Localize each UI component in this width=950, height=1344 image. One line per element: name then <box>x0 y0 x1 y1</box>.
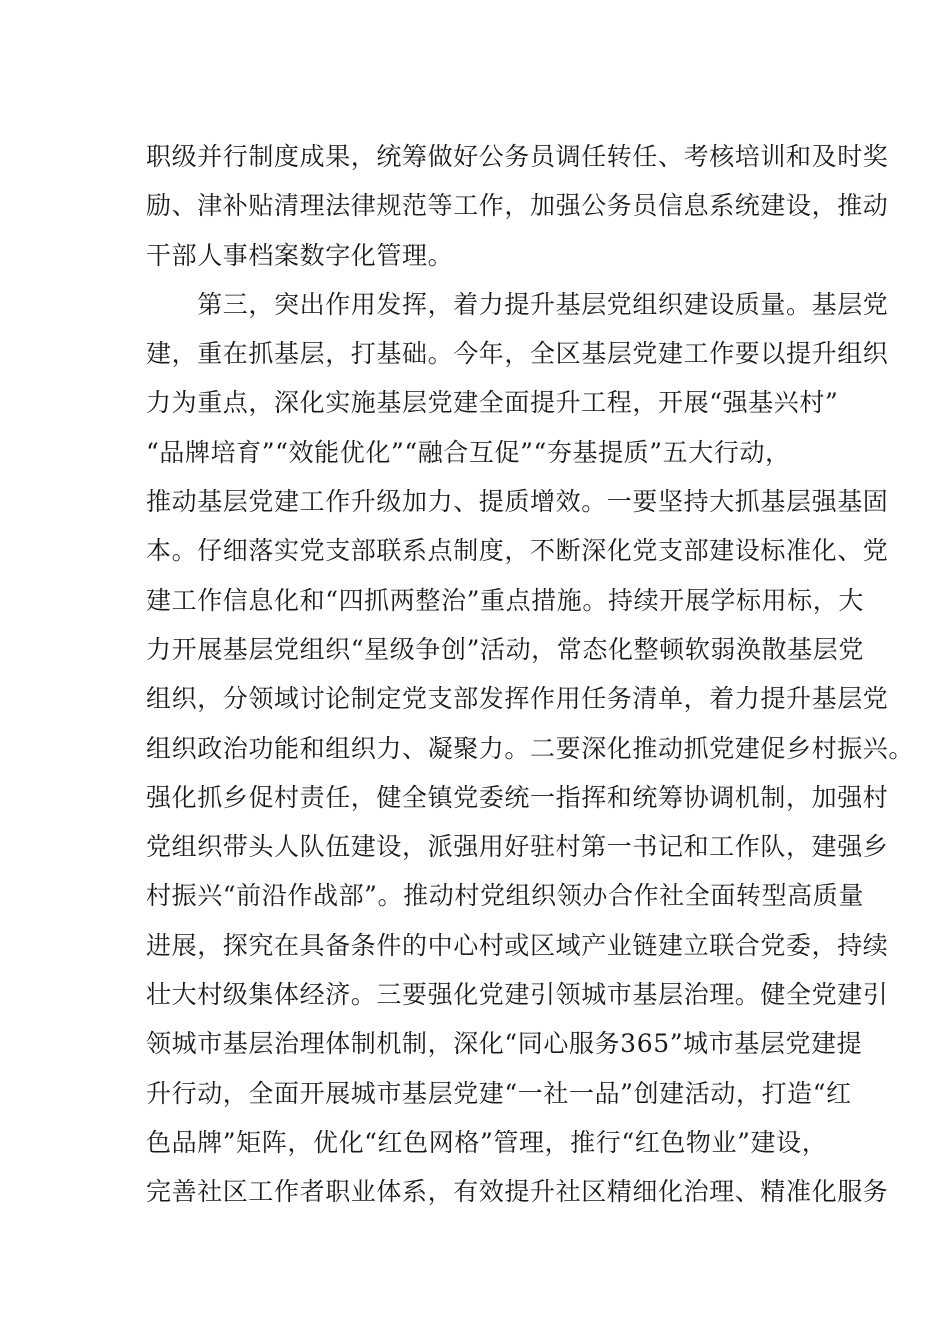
text-line-2: 励、津补贴清理法律规范等工作，加强公务员信息系统建设，推动 <box>146 191 889 221</box>
text-line-11: 力开展基层党组织“星级争创”活动，常态化整顿软弱涣散基层党 <box>146 634 864 664</box>
text-line-15: 党组织带头人队伍建设，派强用好驻村第一书记和工作队，建强乡 <box>146 832 889 862</box>
text-line-18: 壮大村级集体经济。三要强化党建引领城市基层治理。健全党建引 <box>146 980 889 1010</box>
text-line-5: 建，重在抓基层，打基础。今年，全区基层党建工作要以提升组织 <box>146 339 889 369</box>
text-line-10: 建工作信息化和“四抓两整治”重点措施。持续开展学标用标，大 <box>146 585 864 615</box>
text-line-22: 完善社区工作者职业体系，有效提升社区精细化治理、精准化服务 <box>146 1177 889 1207</box>
text-line-19: 领城市基层治理体制机制，深化“同心服务365”城市基层党建提 <box>146 1029 863 1059</box>
text-line-4: 第三，突出作用发挥，着力提升基层党组织建设质量。基层党 <box>146 289 889 319</box>
text-line-13: 组织政治功能和组织力、凝聚力。二要深化推动抓党建促乡村振兴。 <box>146 733 915 763</box>
text-line-1: 职级并行制度成果，统筹做好公务员调任转任、考核培训和及时奖 <box>146 142 889 171</box>
text-line-9: 本。仔细落实党支部联系点制度，不断深化党支部建设标准化、党 <box>146 536 889 566</box>
text-line-7: “品牌培育”“效能优化”“融合互促”“夯基提质”五大行动， <box>146 437 791 467</box>
text-line-8: 推动基层党建工作升级加力、提质增效。一要坚持大抓基层强基固 <box>146 487 889 517</box>
text-line-17: 进展，探究在具备条件的中心村或区域产业链建立联合党委，持续 <box>146 930 889 960</box>
text-line-16: 村振兴“前沿作战部”。推动村党组织领办合作社全面转型高质量 <box>146 881 864 911</box>
text-line-6: 力为重点，深化实施基层党建全面提升工程，开展“强基兴村” <box>146 388 839 418</box>
text-line-20: 升行动，全面开展城市基层党建“一社一品”创建活动，打造“红 <box>146 1078 852 1108</box>
text-line-3: 干部人事档案数字化管理。 <box>146 240 454 270</box>
text-line-14: 强化抓乡促村责任，健全镇党委统一指挥和统筹协调机制，加强村 <box>146 782 889 812</box>
text-line-21: 色品牌”矩阵，优化“红色网格”管理，推行“红色物业”建设， <box>146 1127 828 1157</box>
text-line-12: 组织，分领域讨论制定党支部发挥作用任务清单，着力提升基层党 <box>146 684 889 714</box>
document-body-text <box>146 132 915 1217</box>
